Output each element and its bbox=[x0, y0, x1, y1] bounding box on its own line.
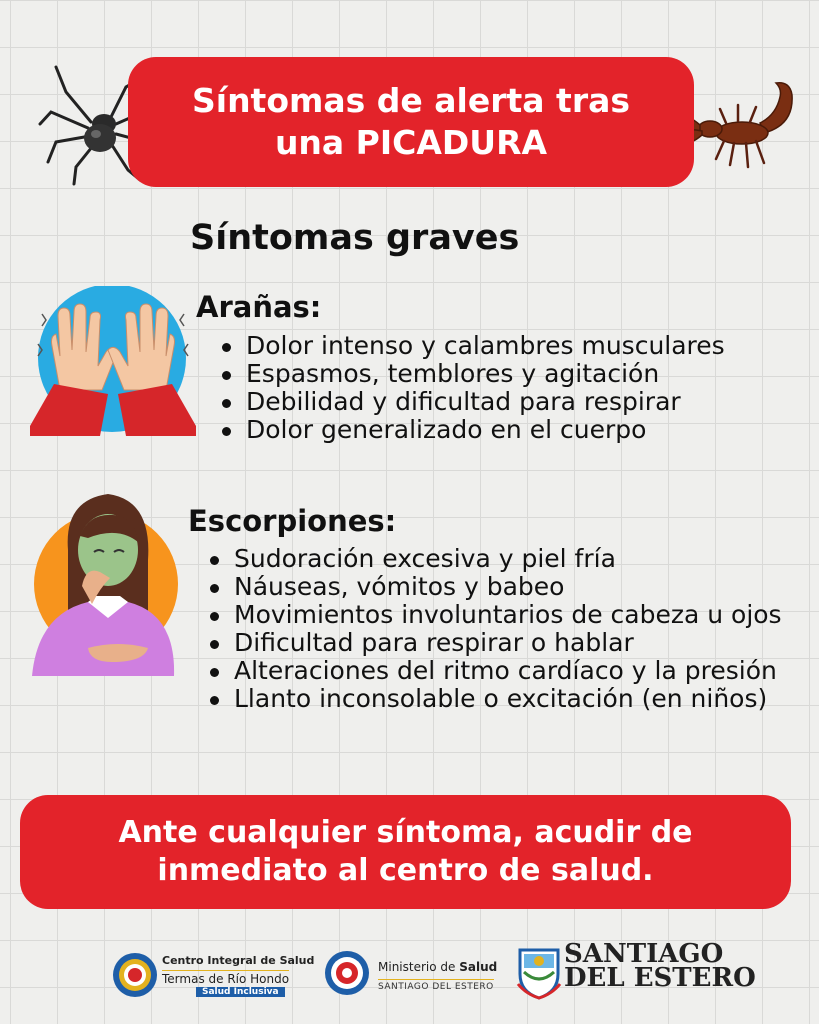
list-item: Sudoración excesiva y piel fría bbox=[208, 545, 808, 573]
health-center-logo-icon bbox=[112, 952, 158, 998]
ministry-logo-icon bbox=[324, 950, 370, 996]
alert-banner bbox=[20, 795, 791, 909]
logo2-sub: SANTIAGO DEL ESTERO bbox=[378, 979, 494, 992]
section-subtitle: Síntomas graves bbox=[190, 218, 520, 258]
provincial-shield-icon bbox=[516, 944, 562, 1000]
logo1-tag: Salud Inclusiva bbox=[196, 987, 285, 997]
list-item: Dolor intenso y calambres musculares bbox=[220, 332, 780, 360]
list-item: Espasmos, temblores y agitación bbox=[220, 360, 780, 388]
logo-santiago-del-estero bbox=[516, 939, 756, 1004]
logo3-text bbox=[564, 939, 756, 993]
nauseous-woman-icon bbox=[28, 480, 178, 680]
list-item: Náuseas, vómitos y babeo bbox=[208, 573, 808, 601]
list-item: Llanto inconsolable o excitación (en niños) bbox=[208, 685, 808, 713]
title-banner bbox=[128, 57, 694, 187]
logo3-line-1: SANTIAGO bbox=[564, 939, 724, 969]
list-item: Dolor generalizado en el cuerpo bbox=[220, 416, 780, 444]
list-item: Dificultad para respirar o hablar bbox=[208, 629, 808, 657]
alert-line-2: inmediato al centro de salud. bbox=[157, 853, 654, 888]
logo3-line-2: DEL ESTERO bbox=[564, 963, 756, 993]
list-item: Alteraciones del ritmo cardíaco y la presión bbox=[208, 657, 808, 685]
spiders-heading: Arañas: bbox=[196, 290, 322, 324]
scorpions-heading: Escorpiones: bbox=[188, 504, 397, 538]
shaking-hands-icon bbox=[30, 286, 196, 436]
scorpions-symptom-list bbox=[208, 545, 808, 713]
footer-logos bbox=[0, 938, 819, 1008]
logo1-name: Centro Integral de Salud bbox=[162, 954, 315, 967]
title-line-2: una PICADURA bbox=[274, 123, 548, 162]
list-item: Debilidad y dificultad para respirar bbox=[220, 388, 780, 416]
alert-line-1: Ante cualquier síntoma, acudir de bbox=[118, 815, 693, 850]
logo2-name bbox=[378, 960, 497, 974]
logo2-name-prefix: Ministerio de bbox=[378, 960, 460, 974]
title-line-1: Síntomas de alerta tras bbox=[191, 81, 631, 120]
list-item: Movimientos involuntarios de cabeza u ojos bbox=[208, 601, 808, 629]
logo-ministerio-salud bbox=[324, 946, 504, 1000]
spiders-symptom-list bbox=[220, 332, 780, 444]
logo2-name-bold: Salud bbox=[459, 960, 498, 974]
logo-centro-integral-salud bbox=[112, 944, 315, 1002]
logo1-sub: Termas de Río Hondo bbox=[162, 972, 290, 986]
